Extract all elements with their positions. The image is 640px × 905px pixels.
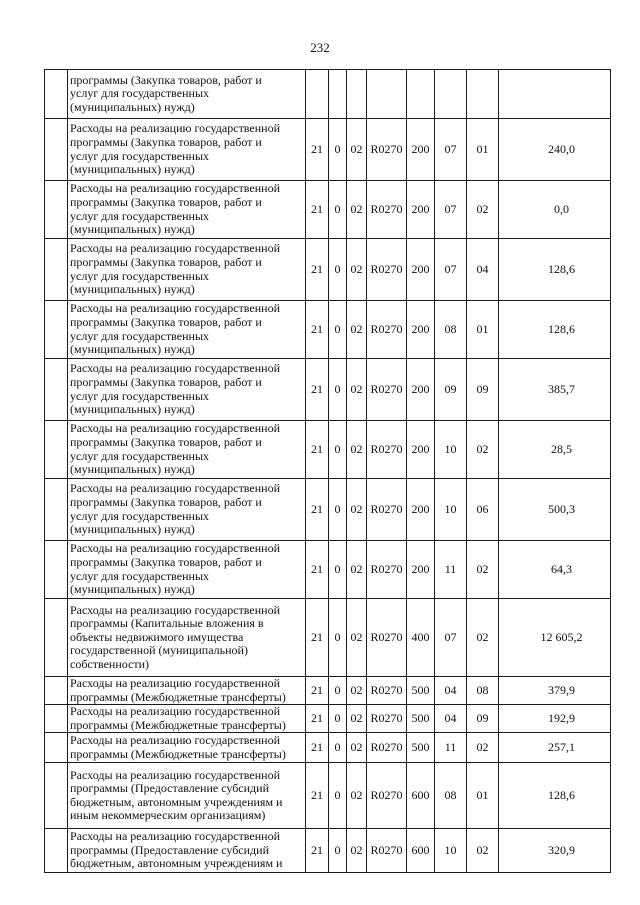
expense-name-cell <box>68 829 306 873</box>
expense-name-line: Расходы на реализацию государственной <box>70 829 280 844</box>
expense-name-line: услуг для государственных <box>70 508 210 523</box>
code-cell-c1: 21 <box>306 677 329 705</box>
table-body <box>45 70 611 873</box>
expense-name-cell <box>68 359 306 421</box>
expense-name-line: (муниципальных) нужд) <box>70 522 195 537</box>
code-cell-c5: 200 <box>407 301 435 359</box>
code-cell-c7: 02 <box>467 829 499 873</box>
code-cell-c2: 0 <box>329 119 347 181</box>
amount-value: 379,9 <box>548 682 575 697</box>
expense-name-cell <box>68 70 306 119</box>
code-cell-c7: 09 <box>467 359 499 421</box>
code-cell-c4: R0270 <box>367 829 407 873</box>
amount-value: 500,3 <box>548 501 575 516</box>
expense-name-cell <box>68 599 306 677</box>
expense-name-line: программы (Закупка товаров, работ и <box>70 374 262 389</box>
blank-cell <box>45 119 68 181</box>
expense-name-line: программы (Закупка товаров, работ и <box>70 194 262 209</box>
table-row <box>45 599 611 677</box>
code-cell-c3: 02 <box>347 301 367 359</box>
code-cell-c6: 09 <box>435 359 467 421</box>
amount-cell <box>499 181 611 239</box>
expense-name-line: бюджетным, автономным учреждениям и <box>70 856 283 871</box>
expense-name-line: Расходы на реализацию государственной <box>70 704 280 719</box>
code-cell-c5: 200 <box>407 479 435 541</box>
code-cell-c2: 0 <box>329 599 347 677</box>
amount-cell <box>499 359 611 421</box>
code-cell-c3: 02 <box>347 829 367 873</box>
amount-cell <box>499 763 611 829</box>
expense-name-line: (муниципальных) нужд) <box>70 162 195 177</box>
table-row <box>45 239 611 301</box>
code-cell-c4: R0270 <box>367 421 407 479</box>
code-cell-c2: 0 <box>329 421 347 479</box>
code-cell-c4: R0270 <box>367 705 407 733</box>
blank-cell <box>45 421 68 479</box>
code-cell-c7: 04 <box>467 239 499 301</box>
expense-name-line: услуг для государственных <box>70 448 210 463</box>
expense-name-line: программы (Закупка товаров, работ и <box>70 554 262 569</box>
code-cell-c7: 01 <box>467 301 499 359</box>
code-cell-c6: 07 <box>435 181 467 239</box>
amount-cell <box>499 705 611 733</box>
amount-value: 385,7 <box>548 381 575 396</box>
table-row <box>45 301 611 359</box>
expense-name-cell <box>68 479 306 541</box>
amount-value: 28,5 <box>551 441 572 456</box>
expense-name-line: (муниципальных) нужд) <box>70 462 195 477</box>
code-cell-c5: 200 <box>407 541 435 599</box>
amount-cell <box>499 119 611 181</box>
code-cell-c4: R0270 <box>367 541 407 599</box>
expense-name-line: Расходы на реализацию государственной <box>70 181 280 196</box>
code-cell-c3: 02 <box>347 677 367 705</box>
expense-name-line: программы (Предоставление субсидий <box>70 842 270 857</box>
code-cell-c6: 11 <box>435 541 467 599</box>
expense-name-cell <box>68 239 306 301</box>
amount-value: 128,6 <box>548 787 575 802</box>
code-cell-c4: R0270 <box>367 599 407 677</box>
code-cell-c5: 400 <box>407 599 435 677</box>
expense-name-line: Расходы на реализацию государственной <box>70 361 280 376</box>
code-cell-c7: 09 <box>467 705 499 733</box>
table-row <box>45 829 611 873</box>
expense-name-line: (муниципальных) нужд) <box>70 222 195 237</box>
code-cell-c2: 0 <box>329 763 347 829</box>
table-row <box>45 181 611 239</box>
table-row <box>45 421 611 479</box>
amount-value: 128,6 <box>548 261 575 276</box>
blank-cell <box>45 705 68 733</box>
code-cell-c7: 02 <box>467 181 499 239</box>
code-cell-c7: 02 <box>467 541 499 599</box>
code-cell-c5: 500 <box>407 677 435 705</box>
code-cell-c5: 200 <box>407 181 435 239</box>
expense-name-line: Расходы на реализацию государственной <box>70 733 280 748</box>
code-cell-c2: 0 <box>329 301 347 359</box>
code-cell-c6: 07 <box>435 119 467 181</box>
code-cell-c1: 21 <box>306 733 329 763</box>
expense-name-line: (муниципальных) нужд) <box>70 282 195 297</box>
code-cell-c5 <box>407 70 435 119</box>
code-cell-c1: 21 <box>306 181 329 239</box>
expense-name-line: услуг для государственных <box>70 268 210 283</box>
code-cell-c1: 21 <box>306 829 329 873</box>
code-cell-c2: 0 <box>329 181 347 239</box>
code-cell-c1: 21 <box>306 421 329 479</box>
code-cell-c5: 200 <box>407 359 435 421</box>
code-cell-c5: 200 <box>407 239 435 301</box>
expense-name-cell <box>68 677 306 705</box>
expense-name-line: программы (Межбюджетные трансферты) <box>70 746 286 761</box>
amount-value: 192,9 <box>548 710 575 725</box>
code-cell-c7: 02 <box>467 733 499 763</box>
expense-name-line: программы (Закупка товаров, работ и <box>70 254 262 269</box>
amount-value: 0,0 <box>554 201 569 216</box>
expense-name-line: Расходы на реализацию государственной <box>70 421 280 436</box>
code-cell-c1: 21 <box>306 599 329 677</box>
blank-cell <box>45 70 68 119</box>
code-cell-c3: 02 <box>347 541 367 599</box>
expense-name-line: (муниципальных) нужд) <box>70 99 195 114</box>
expense-name-line: государственной (муниципальной) <box>70 643 248 658</box>
expense-name-line: услуг для государственных <box>70 388 210 403</box>
code-cell-c2: 0 <box>329 705 347 733</box>
code-cell-c5: 200 <box>407 421 435 479</box>
table-row <box>45 359 611 421</box>
expense-name-line: программы (Закупка товаров, работ и <box>70 494 262 509</box>
amount-cell <box>499 677 611 705</box>
code-cell-c3: 02 <box>347 359 367 421</box>
code-cell-c4: R0270 <box>367 677 407 705</box>
code-cell-c6: 10 <box>435 421 467 479</box>
expense-name-line: программы (Межбюджетные трансферты) <box>70 689 286 704</box>
amount-cell <box>499 829 611 873</box>
expense-name-line: услуг для государственных <box>70 208 210 223</box>
amount-cell <box>499 239 611 301</box>
amount-cell <box>499 541 611 599</box>
code-cell-c2: 0 <box>329 733 347 763</box>
code-cell-c2: 0 <box>329 479 347 541</box>
expense-name-line: программы (Капитальные вложения в <box>70 616 264 631</box>
code-cell-c4: R0270 <box>367 181 407 239</box>
code-cell-c1: 21 <box>306 239 329 301</box>
code-cell-c6: 08 <box>435 763 467 829</box>
expense-name-line: (муниципальных) нужд) <box>70 402 195 417</box>
code-cell-c4: R0270 <box>367 479 407 541</box>
code-cell-c4: R0270 <box>367 359 407 421</box>
table-row <box>45 119 611 181</box>
code-cell-c5: 500 <box>407 733 435 763</box>
blank-cell <box>45 301 68 359</box>
table-row <box>45 763 611 829</box>
code-cell-c1: 21 <box>306 301 329 359</box>
blank-cell <box>45 763 68 829</box>
code-cell-c5: 600 <box>407 829 435 873</box>
code-cell-c6: 10 <box>435 829 467 873</box>
code-cell-c5: 500 <box>407 705 435 733</box>
expense-name-line: услуг для государственных <box>70 568 210 583</box>
code-cell-c3: 02 <box>347 181 367 239</box>
expense-name-line: Расходы на реализацию государственной <box>70 481 280 496</box>
expense-name-line: Расходы на реализацию государственной <box>70 301 280 316</box>
code-cell-c7 <box>467 70 499 119</box>
code-cell-c1: 21 <box>306 705 329 733</box>
amount-cell <box>499 733 611 763</box>
expense-name-cell <box>68 763 306 829</box>
expense-name-line: услуг для государственных <box>70 328 210 343</box>
expense-name-line: объекты недвижимого имущества <box>70 629 244 644</box>
code-cell-c6: 07 <box>435 239 467 301</box>
code-cell-c1 <box>306 70 329 119</box>
expense-name-line: (муниципальных) нужд) <box>70 342 195 357</box>
code-cell-c3: 02 <box>347 119 367 181</box>
code-cell-c2: 0 <box>329 541 347 599</box>
code-cell-c4: R0270 <box>367 301 407 359</box>
amount-value: 320,9 <box>548 842 575 857</box>
code-cell-c6: 11 <box>435 733 467 763</box>
amount-value: 128,6 <box>548 321 575 336</box>
code-cell-c5: 600 <box>407 763 435 829</box>
table-row <box>45 479 611 541</box>
expense-name-line: программы (Закупка товаров, работ и <box>70 72 262 87</box>
code-cell-c1: 21 <box>306 479 329 541</box>
expense-name-line: Расходы на реализацию государственной <box>70 767 280 782</box>
expense-name-line: услуг для государственных <box>70 148 210 163</box>
expense-name-line: Расходы на реализацию государственной <box>70 541 280 556</box>
code-cell-c4 <box>367 70 407 119</box>
code-cell-c4: R0270 <box>367 763 407 829</box>
amount-value: 64,3 <box>551 561 572 576</box>
expense-name-cell <box>68 421 306 479</box>
table-row <box>45 541 611 599</box>
code-cell-c6: 04 <box>435 705 467 733</box>
code-cell-c3: 02 <box>347 239 367 301</box>
amount-cell <box>499 599 611 677</box>
blank-cell <box>45 239 68 301</box>
expense-name-line: программы (Предоставление субсидий <box>70 781 270 796</box>
table-row <box>45 733 611 763</box>
blank-cell <box>45 181 68 239</box>
expense-name-line: Расходы на реализацию государственной <box>70 676 280 690</box>
expense-name-line: Расходы на реализацию государственной <box>70 602 280 617</box>
amount-value: 240,0 <box>548 141 575 156</box>
amount-value: 12 605,2 <box>540 629 583 644</box>
expense-name-cell <box>68 181 306 239</box>
code-cell-c7: 02 <box>467 599 499 677</box>
amount-cell <box>499 421 611 479</box>
blank-cell <box>45 541 68 599</box>
expense-name-cell <box>68 119 306 181</box>
code-cell-c4: R0270 <box>367 119 407 181</box>
code-cell-c2: 0 <box>329 829 347 873</box>
table-row <box>45 677 611 705</box>
expense-name-line: программы (Межбюджетные трансферты) <box>70 717 286 732</box>
blank-cell <box>45 733 68 763</box>
code-cell-c3: 02 <box>347 421 367 479</box>
code-cell-c2: 0 <box>329 359 347 421</box>
amount-cell <box>499 70 611 119</box>
expense-name-cell <box>68 705 306 733</box>
code-cell-c7: 01 <box>467 119 499 181</box>
page-number: 232 <box>310 40 330 55</box>
expense-name-line: бюджетным, автономным учреждениям и <box>70 794 283 809</box>
code-cell-c6: 04 <box>435 677 467 705</box>
expense-name-line: программы (Закупка товаров, работ и <box>70 134 262 149</box>
code-cell-c6: 08 <box>435 301 467 359</box>
expense-name-line: Расходы на реализацию государственной <box>70 241 280 256</box>
code-cell-c1: 21 <box>306 763 329 829</box>
code-cell-c6: 10 <box>435 479 467 541</box>
code-cell-c3: 02 <box>347 733 367 763</box>
code-cell-c7: 06 <box>467 479 499 541</box>
expense-name-line: иным некоммерческим организациям) <box>70 808 266 823</box>
expense-name-cell <box>68 541 306 599</box>
code-cell-c2: 0 <box>329 677 347 705</box>
expense-name-line: Расходы на реализацию государственной <box>70 121 280 136</box>
code-cell-c5: 200 <box>407 119 435 181</box>
code-cell-c6: 07 <box>435 599 467 677</box>
expense-name-line: программы (Закупка товаров, работ и <box>70 314 262 329</box>
expense-name-cell <box>68 301 306 359</box>
code-cell-c3: 02 <box>347 479 367 541</box>
code-cell-c3: 02 <box>347 705 367 733</box>
budget-table <box>44 69 611 873</box>
code-cell-c2: 0 <box>329 239 347 301</box>
expense-name-line: собственности) <box>70 656 150 671</box>
code-cell-c6 <box>435 70 467 119</box>
code-cell-c1: 21 <box>306 541 329 599</box>
table-row <box>45 705 611 733</box>
code-cell-c1: 21 <box>306 119 329 181</box>
code-cell-c2 <box>329 70 347 119</box>
amount-cell <box>499 301 611 359</box>
expense-name-cell <box>68 733 306 763</box>
blank-cell <box>45 479 68 541</box>
expense-name-line: (муниципальных) нужд) <box>70 582 195 597</box>
code-cell-c7: 01 <box>467 763 499 829</box>
blank-cell <box>45 359 68 421</box>
expense-name-line: программы (Закупка товаров, работ и <box>70 434 262 449</box>
code-cell-c3: 02 <box>347 599 367 677</box>
code-cell-c3: 02 <box>347 763 367 829</box>
code-cell-c7: 02 <box>467 421 499 479</box>
expense-name-line: услуг для государственных <box>70 86 210 101</box>
code-cell-c4: R0270 <box>367 733 407 763</box>
code-cell-c4: R0270 <box>367 239 407 301</box>
blank-cell <box>45 677 68 705</box>
code-cell-c7: 08 <box>467 677 499 705</box>
blank-cell <box>45 829 68 873</box>
code-cell-c3 <box>347 70 367 119</box>
code-cell-c1: 21 <box>306 359 329 421</box>
blank-cell <box>45 599 68 677</box>
amount-cell <box>499 479 611 541</box>
amount-value: 257,1 <box>548 739 575 754</box>
table-row <box>45 70 611 119</box>
